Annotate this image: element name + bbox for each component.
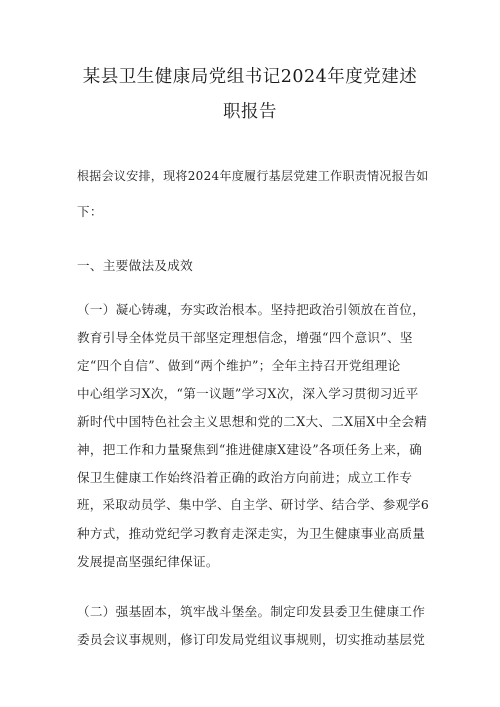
paragraph-1-line: 发展提高坚强纪律保证。 [77, 554, 219, 569]
document-title-line-2: 职报告 [223, 102, 277, 122]
paragraph-1-line: （一）凝心铸魂，夯实政治根本。坚持把政治引领放在首位， [77, 302, 426, 317]
paragraph-1-line: 定“四个自信”、做到“两个维护”；全年主持召开党组理论 [77, 358, 401, 373]
paragraph-1-line: 新时代中国特色社会主义思想和党的二X大、二X届X中全会精 [77, 414, 428, 429]
paragraph-2-line: （二）强基固本，筑牢战斗堡垒。制定印发县委卫生健康工作 [77, 604, 426, 619]
section-heading: 一、主要做法及成效 [77, 258, 194, 273]
paragraph-1-line: 种方式，推动党纪学习教育走深走实，为卫生健康事业高质量 [77, 526, 426, 541]
paragraph-1-line: 中心组学习X次，“第一议题”学习X次，深入学习贯彻习近平 [77, 386, 419, 401]
document-title-line-1: 某县卫生健康局党组书记2024年度党建述 [82, 67, 418, 87]
paragraph-2-line: 委员会议事规则，修订印发局党组议事规则，切实推动基层党 [77, 632, 426, 647]
intro-line-2: 下： [77, 204, 103, 219]
paragraph-1-line: 保卫生健康工作始终沿着正确的政治方向前进；成立工作专 [77, 470, 413, 485]
paragraph-1-line: 神，把工作和力量聚焦到“推进健康X建设”各项任务上来，确 [77, 442, 423, 457]
intro-line-1: 根据会议安排，现将2024年度履行基层党建工作职责情况报告如 [77, 169, 429, 183]
paragraph-1-line: 班，采取动员学、集中学、自主学、研讨学、结合学、参观学6 [77, 497, 430, 512]
paragraph-1-line: 教育引导全体党员干部坚定理想信念，增强“四个意识”、坚 [77, 330, 413, 345]
